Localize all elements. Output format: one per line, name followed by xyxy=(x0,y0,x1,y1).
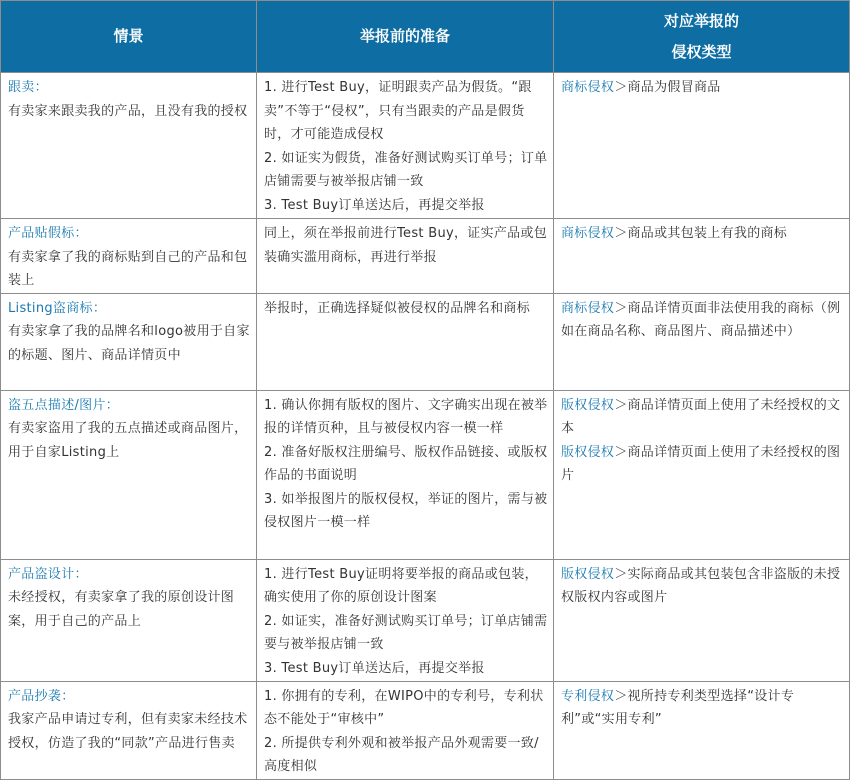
infringement-type-cell xyxy=(554,559,850,681)
preparation-step: 举报时，正确选择疑似被侵权的品牌名和商标 xyxy=(264,300,531,316)
preparation-step: 1. 确认你拥有版权的图片、文字确实出现在被举报的详情页种，且与被侵权内容一模一样 xyxy=(264,397,548,436)
scenario-description: 有卖家盗用了我的五点描述或商品图片，用于自家Listing上 xyxy=(8,421,248,460)
infringement-type-tag: 版权侵权 xyxy=(561,444,615,460)
scenario-title: Listing盗商标： xyxy=(8,300,107,316)
infringement-type-tag: 商标侵权 xyxy=(561,300,615,316)
scenario-title: 产品抄袭： xyxy=(8,688,75,704)
infringement-type-tag: 商标侵权 xyxy=(561,226,615,241)
scenario-cell xyxy=(1,73,257,219)
infringement-type-tag: 商标侵权 xyxy=(561,80,615,95)
infringement-type-text: ＞商品详情页面上使用了未经授权的文本 xyxy=(561,397,841,436)
scenario-cell xyxy=(1,390,257,559)
preparation-cell xyxy=(257,559,554,681)
scenario-title: 跟卖： xyxy=(8,80,48,95)
infringement-type-cell xyxy=(554,219,850,294)
infringement-type-tag: 专利侵权 xyxy=(561,688,615,704)
header-infringement-type: 对应举报的 侵权类型 xyxy=(554,1,850,73)
table-row xyxy=(1,390,850,559)
infringement-type-text: ＞视所持专利类型选择“设计专利”或“实用专利” xyxy=(561,688,795,727)
infringement-type-cell xyxy=(554,293,850,390)
infringement-type-entry xyxy=(561,297,844,344)
scenario-description: 未经授权，有卖家拿了我的原创设计图案，用于自己的产品上 xyxy=(8,590,235,629)
table-header-row xyxy=(1,1,850,73)
preparation-cell xyxy=(257,390,554,559)
preparation-step: 2. 所提供专利外观和被举报产品外观需要一致/高度相似 xyxy=(264,735,539,774)
scenario-cell xyxy=(1,293,257,390)
infringement-type-entry xyxy=(561,441,844,488)
scenario-description: 有卖家来跟卖我的产品，且没有我的授权 xyxy=(8,103,248,119)
infringement-type-entry xyxy=(561,222,844,246)
preparation-step: 3. 如举报图片的版权侵权，举证的图片，需与被侵权图片一模一样 xyxy=(264,491,548,530)
preparation-cell xyxy=(257,73,554,219)
infringement-type-tag: 版权侵权 xyxy=(561,397,615,413)
preparation-step: 2. 如证实，准备好测试购买订单号；订单店铺需要与被举报店铺一致 xyxy=(264,613,548,652)
header-scenario: 情景 xyxy=(1,1,257,73)
infringement-type-text: ＞商品为假冒商品 xyxy=(614,80,721,95)
infringement-type-entry xyxy=(561,76,844,100)
table-row xyxy=(1,73,850,219)
scenario-title: 盗五点描述/图片： xyxy=(8,397,120,413)
scenario-title: 产品盗设计： xyxy=(8,566,88,582)
infringement-type-entry xyxy=(561,685,844,732)
scenario-description: 有卖家拿了我的品牌名和logo被用于自家的标题、图片、商品详情页中 xyxy=(8,324,250,363)
scenario-description: 有卖家拿了我的商标贴到自己的产品和包装上 xyxy=(8,249,248,288)
preparation-step: 1. 进行Test Buy证明将要举报的商品或包装，确实使用了你的原创设计图案 xyxy=(264,566,538,605)
preparation-step: 1. 你拥有的专利，在WIPO中的专利号，专利状态不能处于“审核中” xyxy=(264,688,544,727)
preparation-step: 3. Test Buy订单送达后，再提交举报 xyxy=(264,660,485,676)
scenario-cell xyxy=(1,559,257,681)
infringement-type-text: ＞实际商品或其包装包含非盗版的未授权版权内容或图片 xyxy=(561,566,841,605)
infringement-type-cell xyxy=(554,681,850,779)
table-row xyxy=(1,681,850,779)
infringement-type-text: ＞商品详情页面上使用了未经授权的图片 xyxy=(561,444,841,483)
scenario-description: 我家产品申请过专利，但有卖家未经技术授权，仿造了我的“同款”产品进行售卖 xyxy=(8,712,248,751)
scenario-title: 产品贴假标： xyxy=(8,226,88,241)
preparation-step: 2. 如证实为假货，准备好测试购买订单号；订单店铺需要与被举报店铺一致 xyxy=(264,150,548,189)
infringement-type-text: ＞商品或其包装上有我的商标 xyxy=(614,226,788,241)
infringement-type-entry xyxy=(561,394,844,441)
preparation-step: 3. Test Buy订单送达后，再提交举报 xyxy=(264,197,485,213)
infringement-type-cell xyxy=(554,390,850,559)
table-row xyxy=(1,293,850,390)
table-row xyxy=(1,219,850,294)
preparation-cell xyxy=(257,293,554,390)
scenario-cell xyxy=(1,681,257,779)
preparation-cell xyxy=(257,681,554,779)
infringement-type-cell xyxy=(554,73,850,219)
infringement-type-entry xyxy=(561,563,844,610)
infringement-type-tag: 版权侵权 xyxy=(561,566,615,582)
preparation-step: 同上，须在举报前进行Test Buy，证实产品或包装确实滥用商标，再进行举报 xyxy=(264,226,548,265)
preparation-step: 2. 准备好版权注册编号、版权作品链接、或版权作品的书面说明 xyxy=(264,444,548,483)
scenario-cell xyxy=(1,219,257,294)
infringement-type-text: ＞商品详情页面非法使用我的商标（例如在商品名称、商品图片、商品描述中） xyxy=(561,300,841,339)
preparation-cell xyxy=(257,219,554,294)
header-preparation: 举报前的准备 xyxy=(257,1,554,73)
table-row xyxy=(1,559,850,681)
preparation-step: 1. 进行Test Buy，证明跟卖产品为假货。“跟卖”不等于“侵权”，只有当跟卖的产品是假货时，才可能造成侵权 xyxy=(264,80,532,142)
